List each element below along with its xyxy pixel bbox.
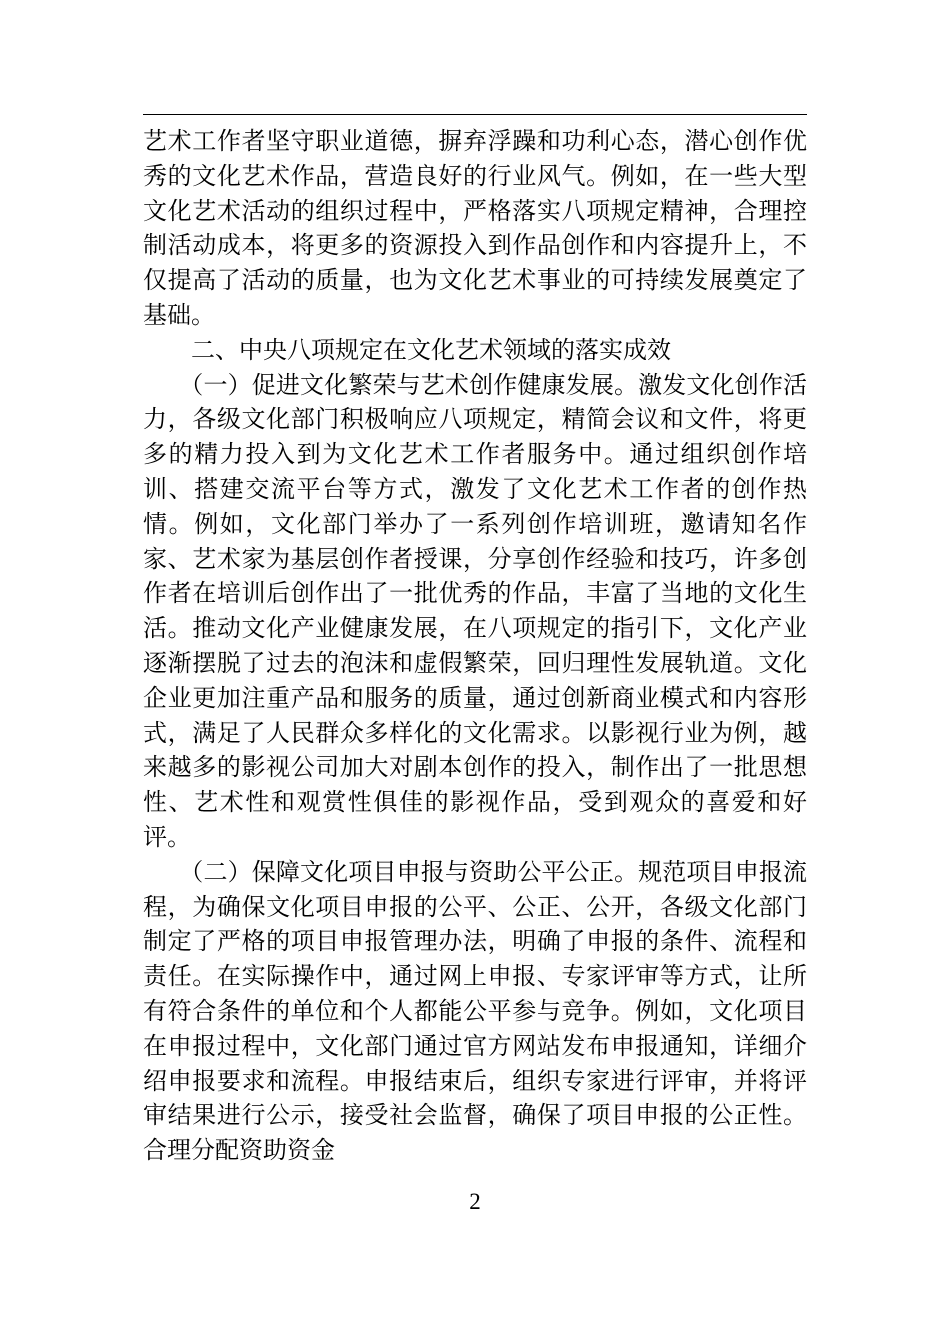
- header-rule: [143, 114, 807, 115]
- paragraph-continuation: 艺术工作者坚守职业道德，摒弃浮躁和功利心态，潜心创作优秀的文化艺术作品，营造良好的行业风气。例如，在一些大型文化艺术活动的组织过程中，严格落实八项规定精神，合理控制活动成本，将更多的资源投入到作品创作和内容提升上，不仅提高了活动的质量，也为文化艺术事业的可持续发展奠定了基础。: [143, 127, 807, 329]
- paragraph-subsection-2: （二）保障文化项目申报与资助公平公正。规范项目申报流程，为确保文化项目申报的公平、公正、公开，各级文化部门制定了严格的项目申报管理办法，明确了申报的条件、流程和责任。在实际操作中，通过网上申报、专家评审等方式，让所有符合条件的单位和个人都能公平参与竞争。例如，文化项目在申报过程中，文化部门通过官方网站发布申报通知，详细介绍申报要求和流程。申报结束后，组织专家进行评审，并将评审结果进行公示，接受社会监督，确保了项目申报的公正性。合理分配资助资金: [143, 857, 807, 1165]
- paragraph-subsection-1: （一）促进文化繁荣与艺术创作健康发展。激发文化创作活力，各级文化部门积极响应八项规定，精简会议和文件，将更多的精力投入到为文化艺术工作者服务中。通过组织创作培训、搭建交流平台等方式，激发了文化艺术工作者的创作热情。例如，文化部门举办了一系列创作培训班，邀请知名作家、艺术家为基层创作者授课，分享创作经验和技巧，许多创作者在培训后创作出了一批优秀的作品，丰富了当地的文化生活。推动文化产业健康发展，在八项规定的指引下，文化产业逐渐摆脱了过去的泡沫和虚假繁荣，回归理性发展轨道。文化企业更加注重产品和服务的质量，通过创新商业模式和内容形式，满足了人民群众多样化的文化需求。以影视行业为例，越来越多的影视公司加大对剧本创作的投入，制作出了一批思想性、艺术性和观赏性俱佳的影视作品，受到观众的喜爱和好评。: [143, 370, 807, 851]
- page-number: 2: [469, 1189, 481, 1214]
- document-body: [143, 124, 807, 1168]
- section-heading: 二、中央八项规定在文化艺术领域的落实成效: [143, 335, 671, 364]
